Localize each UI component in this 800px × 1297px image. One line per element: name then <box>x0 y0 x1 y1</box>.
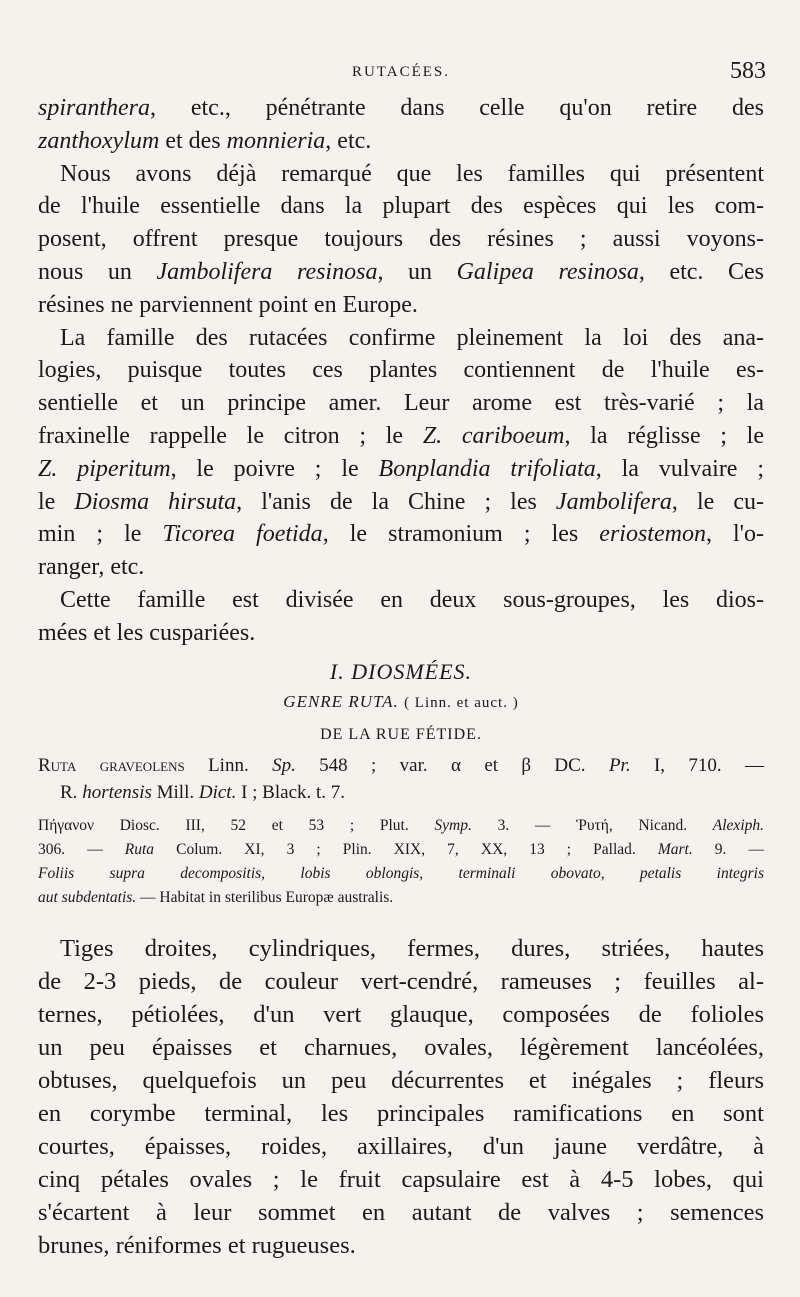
synonymy-line: Ruta graveolens Linn. Sp. 548 ; var. α et β DC. Pr. I, 710. — <box>38 754 765 776</box>
text-line: en corymbe terminal, les principales ramifications en sont <box>38 1099 764 1127</box>
text-line: posent, offrent presque toujours des résines ; aussi voyons- <box>38 226 764 253</box>
text-line: le Diosma hirsuta, l'anis de la Chine ; les Jambolifera, le cu- <box>38 488 765 515</box>
text-line: spiranthera, etc., pénétrante dans celle qu'on retire des <box>38 95 764 121</box>
reference-line: aut subdentatis. — Habitat in sterilibus Europæ australis. <box>38 888 394 906</box>
species-description <box>38 932 764 1262</box>
reference-line: Πήγανον Diosc. III, 52 et 53 ; Plut. Symp. 3. — Ῥυτή, Nicand. Alexiph. <box>38 816 764 834</box>
text-line: sentielle et un principe amer. Leur arome est très-varié ; la <box>38 390 764 417</box>
text-line: ternes, pétiolées, d'un vert glauque, composées de folioles <box>38 1000 764 1028</box>
text-line: cinq pétales ovales ; le fruit capsulaire est à 4-5 lobes, qui <box>38 1165 764 1193</box>
section-title: I. DIOSMÉES. <box>329 658 473 684</box>
reference-line: Foliis supra decompositis, lobis oblongis, terminali obovato, petalis integris <box>38 864 764 882</box>
text-line: ranger, etc. <box>38 554 145 581</box>
text-line: résines ne parviennent point en Europe. <box>38 291 418 318</box>
paragraph-start: Tiges droites, cylindriques, fermes, dures, striées, hautes <box>60 934 764 962</box>
text-line: un peu épaisses et charnues, ovales, légèrement lancéolées, <box>38 1033 764 1061</box>
paragraph-start: Cette famille est divisée en deux sous-groupes, les dios- <box>60 586 764 613</box>
synonymy-line: R. hortensis Mill. Dict. I ; Black. t. 7. <box>60 781 346 803</box>
text-line: obtuses, quelquefois un peu décurrentes et inégales ; fleurs <box>38 1066 764 1094</box>
page-number: 583 <box>730 58 766 84</box>
running-title: RUTACÉES. <box>351 64 451 80</box>
text-line: brunes, réniformes et rugueuses. <box>38 1231 356 1259</box>
text-line: fraxinelle rappelle le citron ; le Z. cariboeum, la réglisse ; le <box>38 422 765 449</box>
text-line: logies, puisque toutes ces plantes contiennent de l'huile es- <box>38 357 764 384</box>
paragraph-start: Nous avons déjà remarqué que les familles qui présentent <box>60 160 764 187</box>
text-line: min ; le Ticorea foetida, le stramonium ; les eriostemon, l'o- <box>38 521 764 548</box>
page-header <box>36 58 766 88</box>
text-line: nous un Jambolifera resinosa, un Galipea resinosa, etc. Ces <box>38 258 764 285</box>
reference-line: 306. — Ruta Colum. XI, 3 ; Plin. XIX, 7, XX, 13 ; Pallad. Mart. 9. — <box>38 840 764 858</box>
text-line: de 2-3 pieds, de couleur vert-cendré, rameuses ; feuilles al- <box>38 967 764 995</box>
references-block <box>38 814 764 910</box>
text-line: mées et les cuspariées. <box>38 619 256 646</box>
text-line: zanthoxylum et des monnieria, etc. <box>38 127 372 154</box>
text-line: courtes, épaisses, roides, axillaires, d'un jaune verdâtre, à <box>38 1132 764 1160</box>
text-line: Z. piperitum, le poivre ; le Bonplandia trifoliata, la vulvaire ; <box>38 455 765 482</box>
text-line: de l'huile essentielle dans la plupart des espèces qui les com- <box>38 193 764 220</box>
genus-heading: GENRE RUTA. ( Linn. et auct. ) <box>283 691 519 711</box>
paragraph-start: La famille des rutacées confirme pleinement la loi des ana- <box>60 324 764 351</box>
body-text <box>38 92 764 1262</box>
species-common-name: DE LA RUE FÉTIDE. <box>320 725 482 743</box>
text-line: s'écartent à leur sommet en autant de valves ; semences <box>38 1198 764 1226</box>
